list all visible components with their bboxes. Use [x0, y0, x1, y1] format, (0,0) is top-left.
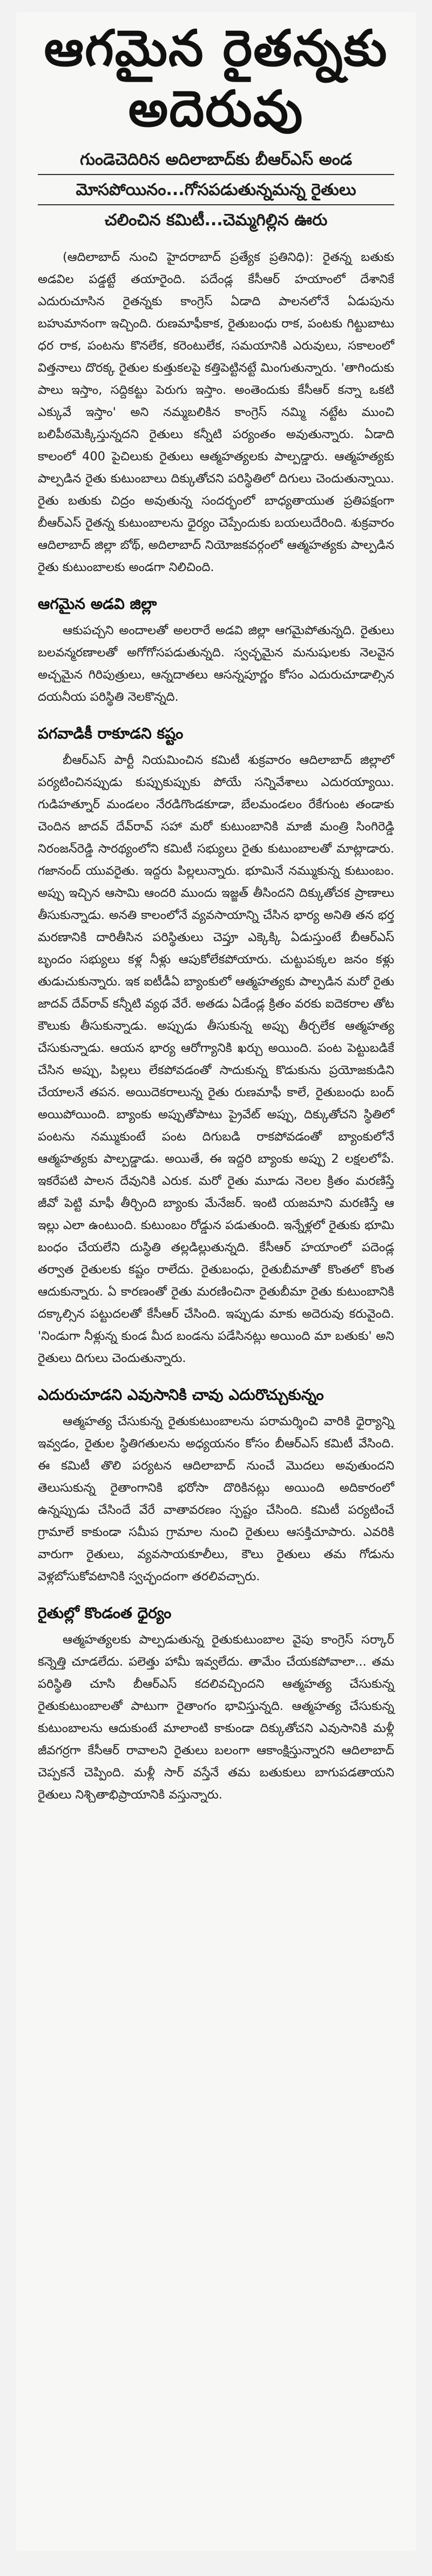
intro-paragraph: (ఆదిలాబాద్ నుంచి హైదరాబాద్ ప్రత్యేక ప్రతినిధి): రైతన్న బతుకు అడవిల పడ్డట్టే తయారైంది. పదేండ్ల కేసీఆర్ హయాంలో దేశానికే ఎదురుచూసిన రైతన్నకు కాంగ్రెస్ ఏడాది పాలనలోనే ఏడుపును బహుమానంగా ఇచ్చింది. రుణమాఫీకాక, రైతుబంధు రాక, పంటకు గిట్టుబాటు ధర రాక, పంటను కొనలేక, కరెంటులేక, సమయానికి ఎరువులు, సకాలంలో విత్తనాలు దొరక్క రైతుల కుత్తుకలపై కత్తిపెట్టినట్టే మింగుతున్నారు. 'తాగిందుకు పాలు ఇస్తాం, సద్దికట్టు పెరుగు ఇస్తాం. అంతెందుకు కేసీఆర్ కన్నా ఒకటి ఎక్కువే ఇస్తాం' అని నమ్మబలికిన కాంగ్రెస్ నమ్మి నట్టేట ముంచి బలిపీఠమెక్కిస్తున్నదని రైతులు కన్నీటి పర్యంతం అవుతున్నారు. ఏడాది కాలంలో 400 పైచిలుకు రైతులు ఆత్మహత్యలకు పాల్పడ్డారు. ఆత్మహత్యకు పాల్పడిన రైతు కుటుంబాలు దిక్కుతోచని పరిస్థితిలో దిగులు చెందుతున్నాయి. రైతు బతుకు చిద్రం అవుతున్న సందర్భంలో బాధ్యతాయుత ప్రతిపక్షంగా బీఆర్‌ఎస్ రైతన్న కుటుంబాలను ధైర్యం చెప్పేందుకు బయలుదేరింది. శుక్రవారం ఆదిలాబాద్ జిల్లా బోథ్, అదిలాబాద్ నియోజకవర్గంలో ఆత్మహత్యకు పాల్పడిన రైతు కుటుంబాలకు అండగా నిలిచింది. [38, 250, 394, 574]
section-2-paragraph: బీఆర్‌ఎస్ పార్టీ నియమించిన కమిటీ శుక్రవారం ఆదిలాబాద్ జిల్లాలో పర్యటించినప్పుడు కుప్పుకుప్పుకు పోయే సన్నివేశాలు ఎదురయ్యాయి. గుడిహత్నూర్ మండలం నేరడిగొండకూడా, బేలమండలం రేకేగుంట తండాకు చెందిన జాదవ్ దేవ్‌రావ్ సహా మరో కుటుంబానికి మాజీ మంత్రి సింగిరెడ్డి నిరంజన్‌రెడ్డి సారథ్యంలోని కమిటీ సభ్యులు రైతు కుటుంబాలతో మాట్లాడారు. గజానంద్ యువరైతు. ఇద్దరు పిల్లలున్నారు. భూమినే నమ్ముకున్న కుటుంబం. అప్పు ఇచ్చిన ఆసామి ఆందరి ముందు ఇజ్జత్ తీసిందని దిక్కుతోచక ప్రాణాలు తీసుకున్నాడు. అనతి కాలంలోనే వ్యవసాయాన్ని చేసిన భార్య అనితి తన భర్త మరణానికి దారితీసిన పరిస్థితులు చెప్తూ ఎక్కెక్కి ఏడుస్తుంటే బీఆర్‌ఎస్ బృందం సభ్యులు కళ్ల నీళ్లు ఆపుకోలేకపోయారు. చుట్టుపక్కల జనం కళ్లు తుడుచుకున్నారు. ఇక ఐటీడీఏ బ్యాంకులో ఆత్మహత్యకు పాల్పడిన మరో రైతు జాదవ్ దేవ్‌రావ్ కన్నీటి వ్యథ వేరే. అతడు ఏడేండ్ల క్రితం వరకు ఐదెకరాల తోట కౌలుకు తీసుకున్నాడు. అప్పుడు తీసుకున్న అప్పు తీర్చలేక ఆత్మహత్య చేసుకున్నాడు. ఆయన భార్య ఆరోగ్యానికి ఖర్చు అయింది. పంట పెట్టుబడికే చేసిన అప్పు, పిల్లలు లేకపోవడంతో సాదుకున్న కొడుకును ప్రయోజకుడిని చేయాలనే తపన. అయిదెకరాలున్న రైతు రుణమాఫీ కాలే, రైతుబంధు బంద్ అయిపోయింది. బ్యాంకు అప్పుతోపాటు ప్రైవేట్ అప్పు, దిక్కుతోచని స్థితిలో పంటను నమ్ముకుంటే పంట దిగుబడి రాకపోవడంతో బ్యాంకులోనే ఆత్మహత్యకు పాల్పడ్డాడు. అయితే, ఈ ఇద్దరి బ్యాంకు అప్పు 2 లక్షలలోపే. ఇకరేపటి పాలన దేవునికి ఎరుక. మరో రైతు మూడు నెలల క్రితం మరణిస్తే జీవో పెట్టి మాఫీ తీర్చింది బ్యాంకు మేనేజర్. ఇంటి యజమాని మరణిస్తే ఆ ఇల్లు ఎలా ఉంటుంది. కుటుంబం రోడ్డున పడుతుంది. ఇన్నేళ్లలో రైతుకు భూమి బంధం చేయలేని దుస్థితి తల్లడిల్లుతున్నది. కేసీఆర్ హయాంలో పదెండ్ల తర్వాత రైతులకు కష్టం రాలేదు. రైతుబంధు, రైతుబీమాతో కొంతలో కొంత ఆదుకున్నారు. ఏ కారణంతో రైతు మరణించినా రైతుబీమా రైతు కుటుంబానికి దక్కాల్సిన పట్టుదలతో కేసీఆర్ చేసింది. ఇప్పుడు మాకు అదెరువు కరువైంది. 'నిండుగా నీళ్లున్న కుండ మీద బండను పడేసినట్లు అయింది మా బతుకు' అని రైతులు దిగులు చెందుతున్నారు. [38, 753, 394, 1365]
section-1-title: ఆగమైన అడవి జిల్లా [38, 595, 157, 613]
headline: ఆగమైన రైతన్నకు అదెరువు [44, 19, 388, 138]
newspaper-clipping [16, 12, 416, 2551]
section-4-title: రైతుల్లో కొండంత ధైర్యం [38, 1604, 172, 1622]
section-3-title: ఎదురుచూడని ఎవుసానికి చావు ఎదురొచ్చుకున్నం [38, 1386, 324, 1404]
deck-line-1: గుండెచెదిరిన అదిలాబాద్‌కు బీఆర్‌ఎస్ అండ [38, 149, 394, 175]
section-2-title: పగవాడికీ రాకూడని కష్టం [38, 725, 184, 742]
section-1-paragraph: ఆకుపచ్చని అందాలతో అలరారే అడవి జిల్లా ఆగమైపోతున్నది. రైతులు బలవన్మరణాలతో అగోగోసపడుతున్నది. స్వచ్ఛమైన మనుషులకు నెలవైన అచ్చమైన గిరిపుత్రులు, ఆన్నదాతలు ఆసన్నపూర్ణం కోసం ఎదురుచూడాల్సిన దయనీయ పరిస్థితి నెలకొన్నది. [38, 623, 394, 704]
section-4-paragraph: ఆత్మహత్యలకు పాల్పడుతున్న రైతుకుటుంబాల వైపు కాంగ్రెస్ సర్కార్ కన్నెత్తి చూడలేదు. పలెత్తు హామీ ఇవ్వలేదు. తామేం చేయకపోవాలా... తమ పరిస్థితి చూసి బీఆర్‌ఎస్ కదలివచ్చిందని ఆత్మహత్య చేసుకున్న రైతుకుటుంబాలతో పాటుగా రైతాంగం భావిస్తున్నది. ఆత్మహత్య చేసుకున్న కుటుంబాలను ఆదుకుంటే మాలాంటి కాకుండా దిక్కుతోచని ఎవుసానికి మళ్లీ జీవగర్రగా కేసీఆర్ రావాలని రైతులు బలంగా ఆకాంక్షిస్తున్నారని ఆదిలాబాద్ చెప్పకనే చెప్పింది. మళ్లీ సార్ వస్తేనే తమ బతుకులు బాగుపడతాయని రైతులు నిశ్చితాభిప్రాయానికి వస్తున్నారు. [38, 1633, 394, 1802]
section-3-paragraph: ఆత్మహత్య చేసుకున్న రైతుకుటుంబాలను పరామర్శించి వారికి ధైర్యాన్ని ఇవ్వడం, రైతుల స్థితిగతులను అధ్యయనం కోసం బీఆర్‌ఎస్ కమిటీ వేసింది. ఈ కమిటీ తొలి పర్యటన ఆదిలాబాద్ నుంచే మొదలు అవుతుందని తెలుసుకున్న రైతాంగానికి భరోసా దొరికినట్లు అయింది అదికారంలో ఉన్నప్పుడు చేసిందే వేరే వాతావరణం స్పష్టం చేసింది. కమిటీ పర్యటించే గ్రామాలే కాకుండా సమీప గ్రామాల నుంచి రైతులు ఆసక్తిచూపారు. ఎవరికి వారుగా రైతులు, వ్యవసాయకూలీలు, కౌలు రైతులు తమ గోడును వెళ్లబోసుకోవటానికి స్వచ్ఛందంగా తరలివచ్చారు. [38, 1414, 394, 1584]
deck-line-2: మోసపోయినం...గోసపడుతున్నమన్న రైతులు [38, 179, 394, 205]
deck [38, 149, 394, 205]
deck-line-3: చలించిన కమిటీ...చెమ్మగిల్లిన ఊరు [104, 211, 328, 230]
